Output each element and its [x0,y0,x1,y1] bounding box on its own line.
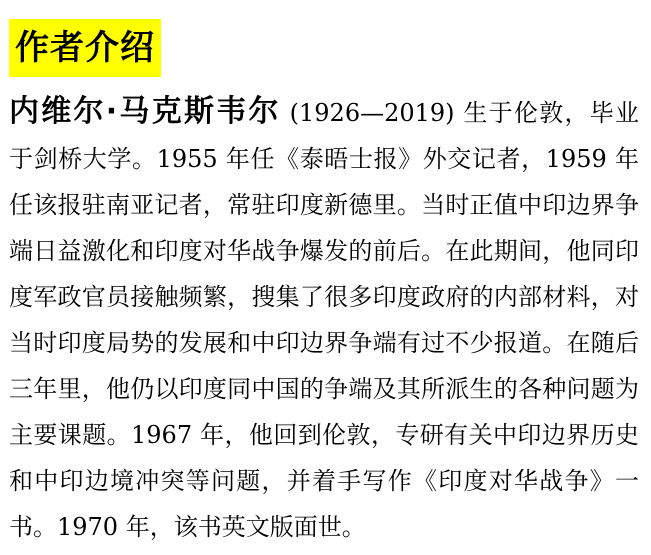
author-lifespan: (1926—2019) [289,99,455,127]
section-heading [9,19,639,77]
section-title: 作者介绍 [15,28,155,68]
section-title-highlight [9,19,161,77]
author-bio-text: 生于伦敦，毕业于剑桥大学。1955 年任《泰晤士报》外交记者，1959 年任该报驻南亚记者，常驻印度新德里。当时正值中印边界争端日益激化和印度对华战争爆发的前后。在此期间，他同印度军政官员接触频繁，搜集了很多印度政府的内部材料，对当时印度局势的发展和中印边界争端有过不少报道。在随后三年里，他仍以印度同中国的争端及其所派生的各种问题为主要课题。1967 年，他回到伦敦，专研有关中印边界历史和中印边境冲突等问题，并着手写作《印度对华战争》一书。1970 年，该书英文版面世。 [9,99,639,541]
author-bio-paragraph [9,89,639,550]
author-name: 内维尔·马克斯韦尔 [9,94,281,129]
